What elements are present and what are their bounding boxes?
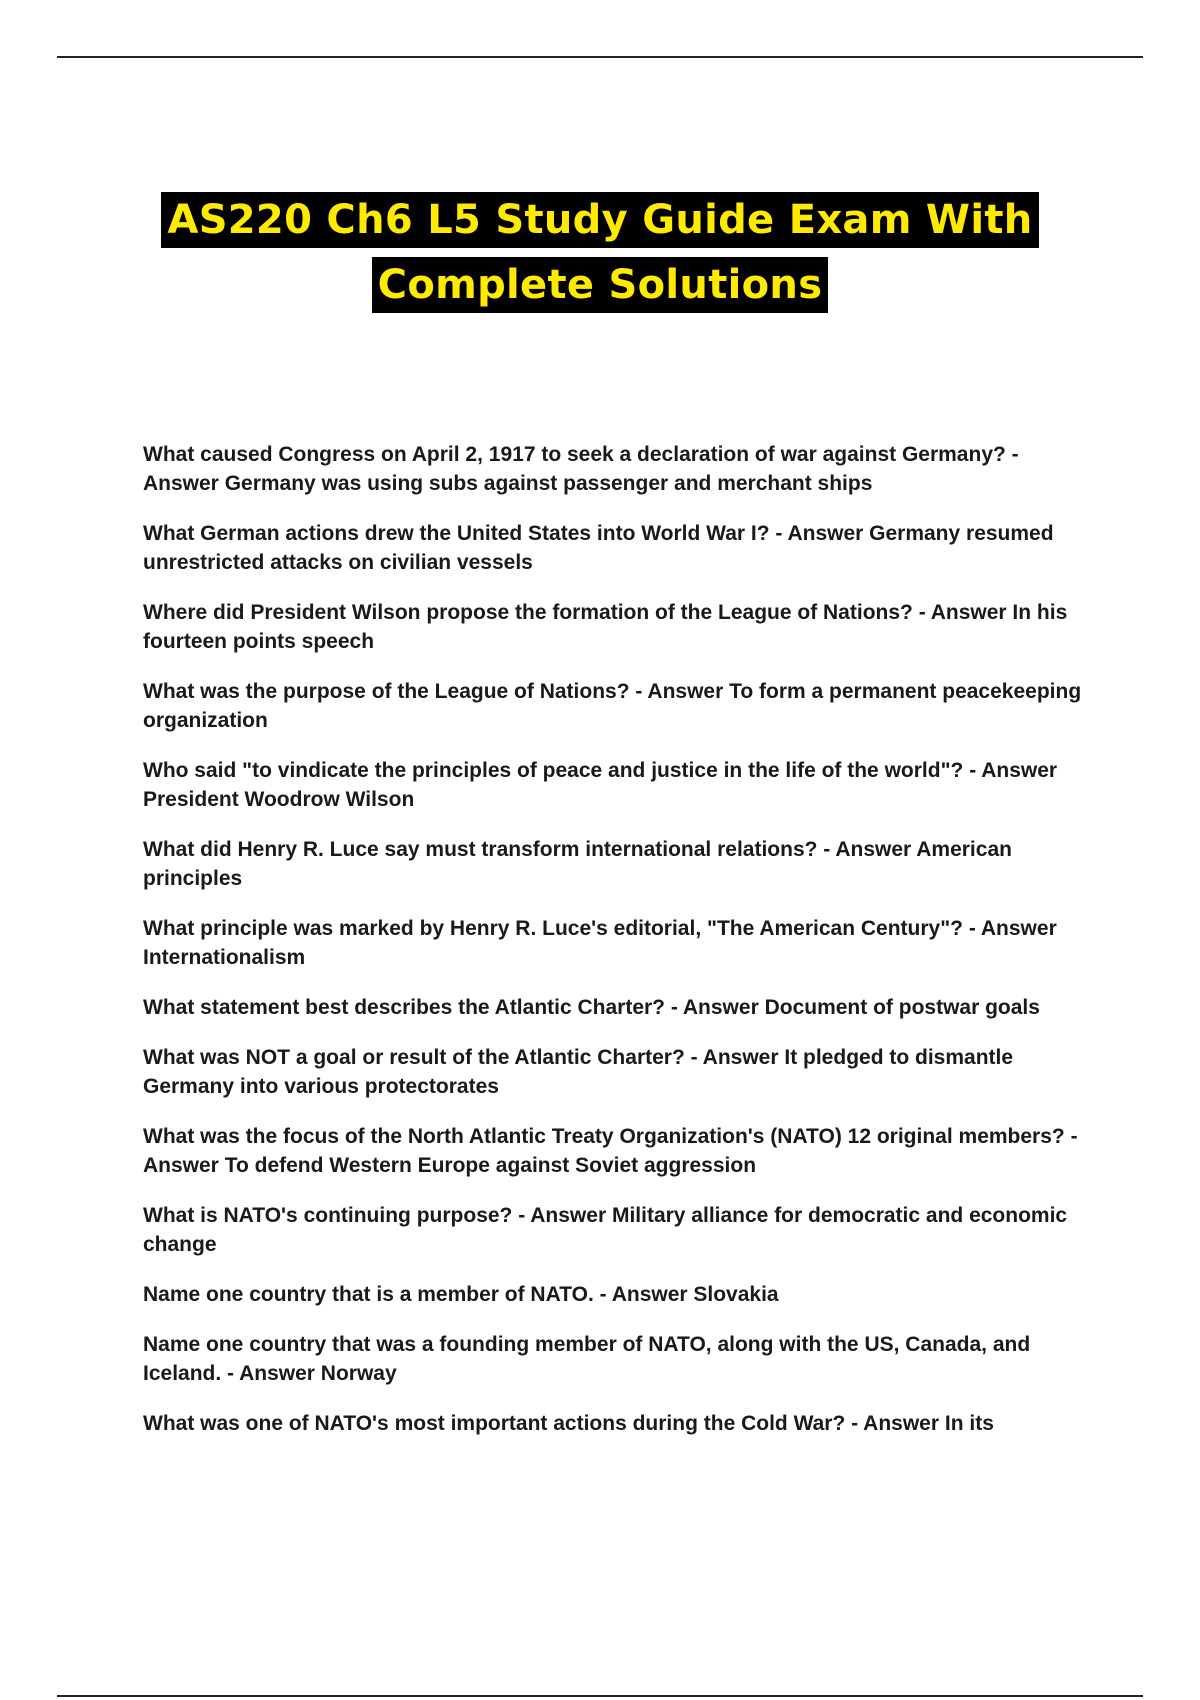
qa-item: Name one country that is a member of NATO. - Answer Slovakia — [143, 1283, 779, 1306]
document-title — [0, 192, 1200, 313]
qa-item: What was the purpose of the League of Nations? - Answer To form a permanent peacekeeping organization — [143, 680, 1082, 732]
title-line-2: Complete Solutions — [372, 257, 829, 313]
qa-list — [143, 440, 1098, 1459]
qa-item: Who said "to vindicate the principles of peace and justice in the life of the world"? - Answer President Woodrow Wilson — [143, 759, 1058, 811]
qa-item: What statement best describes the Atlantic Charter? - Answer Document of postwar goals — [143, 996, 1040, 1019]
top-divider — [57, 56, 1143, 58]
qa-item: What was one of NATO's most important actions during the Cold War? - Answer In its — [143, 1412, 994, 1435]
qa-item: What was the focus of the North Atlantic Treaty Organization's (NATO) 12 original members? - Answer To defend Western Europe against Soviet aggression — [143, 1125, 1078, 1177]
qa-item: What principle was marked by Henry R. Luce's editorial, "The American Century"? - Answer Internationalism — [143, 917, 1057, 969]
qa-item: Where did President Wilson propose the formation of the League of Nations? - Answer In his fourteen points speech — [143, 601, 1068, 653]
qa-item: What is NATO's continuing purpose? - Answer Military alliance for democratic and economic change — [143, 1204, 1068, 1256]
qa-item: What caused Congress on April 2, 1917 to seek a declaration of war against Germany? - Answer Germany was using subs against passenger and merchant ships — [143, 443, 1019, 495]
qa-item: What did Henry R. Luce say must transform international relations? - Answer American principles — [143, 838, 1012, 890]
qa-item: What German actions drew the United States into World War I? - Answer Germany resumed unrestricted attacks on civilian vessels — [143, 522, 1054, 574]
title-line-1: AS220 Ch6 L5 Study Guide Exam With — [161, 192, 1038, 248]
qa-item: What was NOT a goal or result of the Atlantic Charter? - Answer It pledged to dismantle Germany into various protectorates — [143, 1046, 1014, 1098]
qa-item: Name one country that was a founding member of NATO, along with the US, Canada, and Iceland. - Answer Norway — [143, 1333, 1031, 1385]
bottom-divider — [57, 1695, 1143, 1697]
